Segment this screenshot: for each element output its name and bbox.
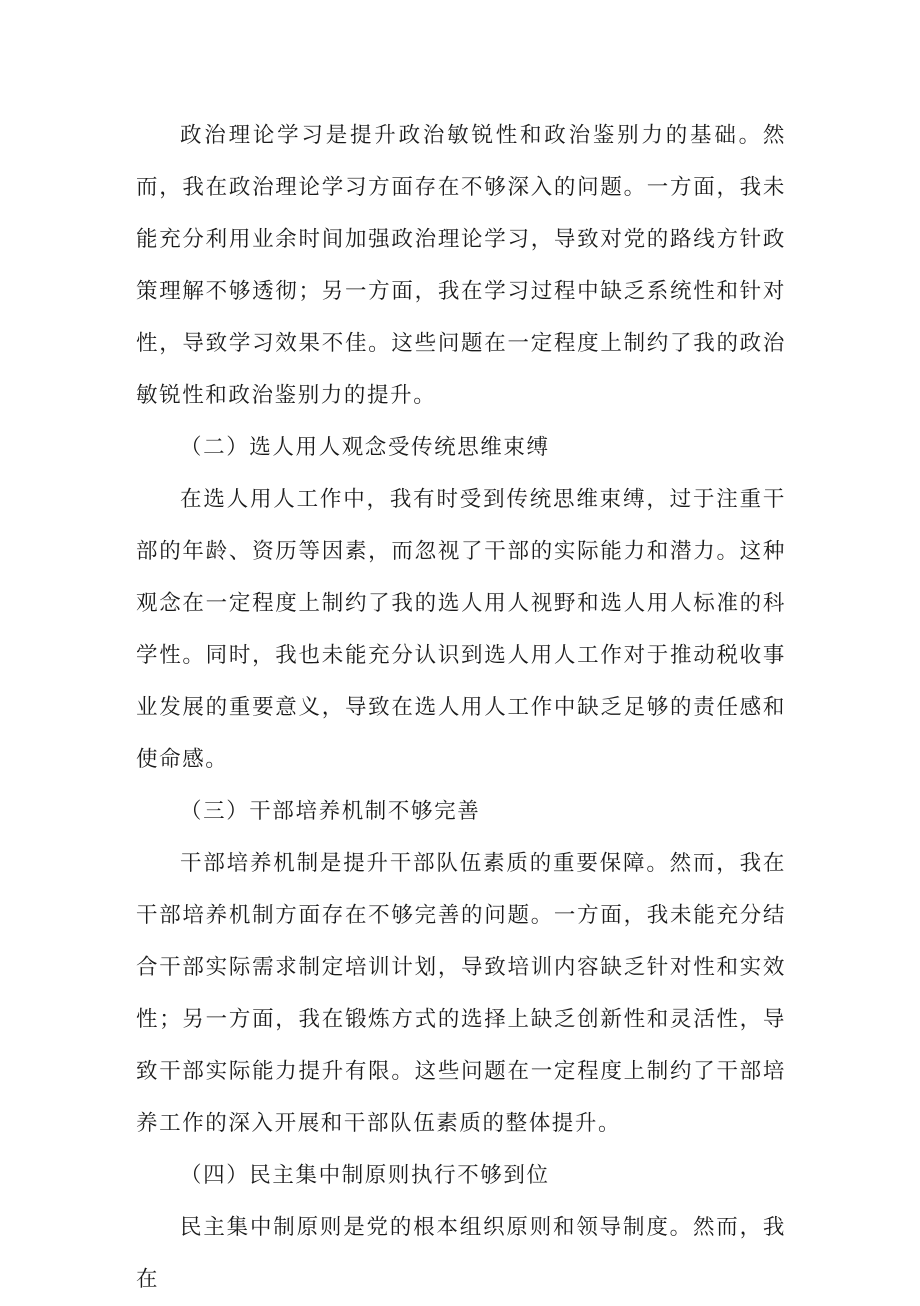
paragraph-cadre-training: 干部培养机制是提升干部队伍素质的重要保障。然而，我在干部培养机制方面存在不够完善的问题。一方面，我未能充分结合干部实际需求制定培训计划，导致培训内容缺乏针对性和实效性；另一方面，我在锻炼方式的选择上缺乏创新性和灵活性，导致干部实际能力提升有限。这些问题在一定程度上制约了干部培养工作的深入开展和干部队伍素质的整体提升。: [136, 851, 786, 1136]
section-heading-2: （二）选人用人观念受传统思维束缚: [180, 435, 550, 460]
paragraph-democratic-centralism: 民主集中制原则是党的根本组织原则和领导制度。然而，我在: [136, 1215, 786, 1292]
section-heading-4: （四）民主集中制原则执行不够到位: [180, 1163, 550, 1188]
section-heading-3: （三）干部培养机制不够完善: [180, 799, 481, 824]
paragraph-personnel-selection: 在选人用人工作中，我有时受到传统思维束缚，过于注重干部的年龄、资历等因素，而忽视了干部的实际能力和潜力。这种观念在一定程度上制约了我的选人用人视野和选人用人标准的科学性。同时，我也未能充分认识到选人用人工作对于推动税收事业发展的重要意义，导致在选人用人工作中缺乏足够的责任感和使命感。: [136, 487, 786, 772]
paragraph-political-theory: 政治理论学习是提升政治敏锐性和政治鉴别力的基础。然而，我在政治理论学习方面存在不够深入的问题。一方面，我未能充分利用业余时间加强政治理论学习，导致对党的路线方针政策理解不够透彻；另一方面，我在学习过程中缺乏系统性和针对性，导致学习效果不佳。这些问题在一定程度上制约了我的政治敏锐性和政治鉴别力的提升。: [136, 123, 786, 408]
document-body: [136, 110, 786, 1306]
